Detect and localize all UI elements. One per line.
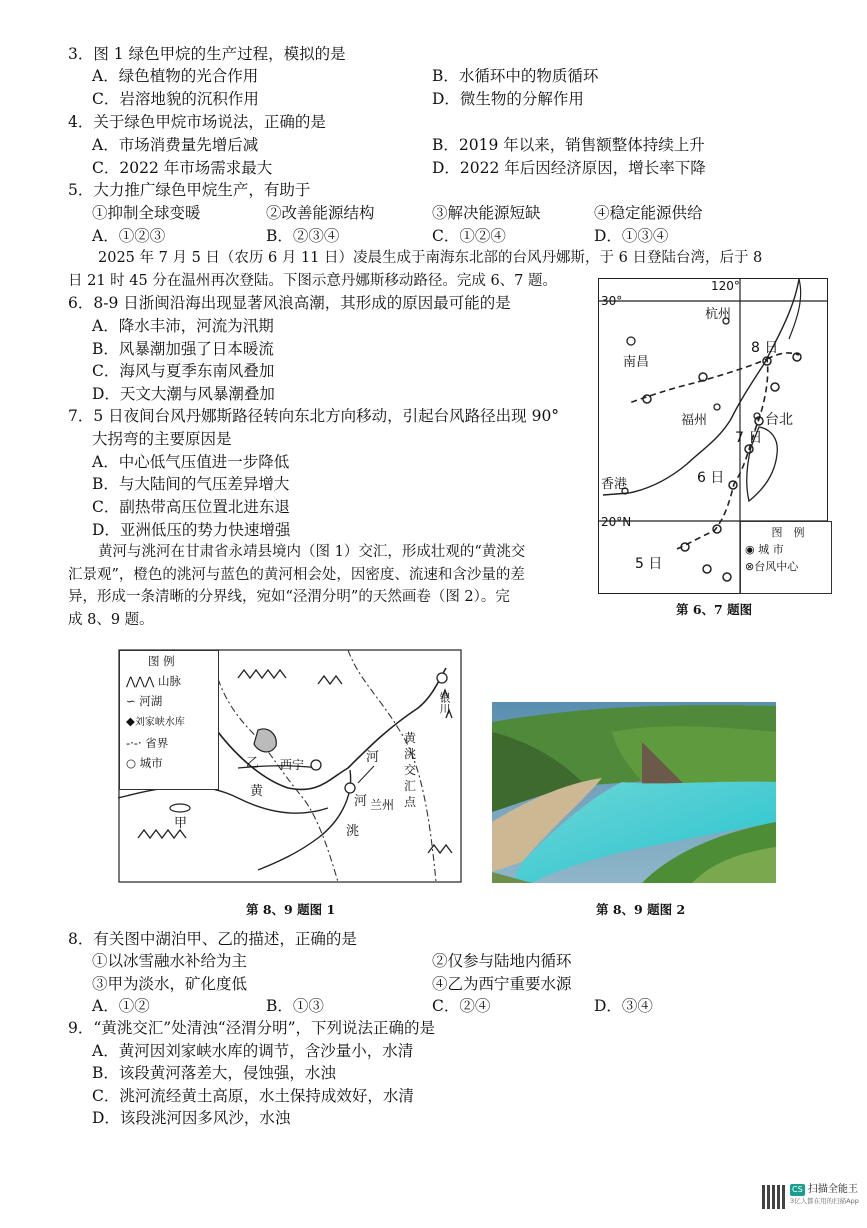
q3-option-a: A．绿色植物的光合作用	[92, 67, 259, 85]
river-icon: ∽	[126, 694, 140, 708]
q5-option-c: C．①②④	[432, 227, 506, 245]
city-yinchuan: 银川	[438, 692, 451, 714]
q3-stem: 3．图 1 绿色甲烷的生产过程，模拟的是	[68, 45, 346, 63]
q9-option-a: A．黄河因刘家峡水库的调节，含沙量小，水清	[92, 1042, 414, 1060]
scanner-name: 扫描全能王	[807, 1184, 858, 1195]
day-8-label: 8 日	[751, 340, 779, 356]
q7-option-c: C．副热带高压位置北进东退	[92, 498, 290, 516]
q8-option-a: A．①②	[92, 997, 150, 1015]
q7-stem-line2: 大拐弯的主要原因是	[92, 430, 232, 448]
q5-option-b: B．②③④	[266, 227, 340, 245]
scanner-subtitle: 3亿人都在用的扫描App	[790, 1197, 859, 1205]
q7-option-a: A．中心低气压值进一步降低	[92, 453, 290, 471]
mountain-icon: ⋀⋀⋀	[126, 674, 158, 688]
legend-city: 城 市	[758, 543, 784, 556]
q5-item-4: ④稳定能源供给	[594, 204, 703, 222]
q9-stem: 9．“黄洮交汇”处清浊“泾渭分明”，下列说法正确的是	[68, 1019, 436, 1037]
q8-option-d: D．③④	[594, 997, 653, 1015]
q5-item-1: ①抑制全球变暖	[92, 204, 201, 222]
city-nanchang: 南昌	[623, 355, 650, 370]
cs-logo-icon: CS	[792, 1185, 803, 1194]
legend-city: 城市	[139, 756, 163, 770]
q3-option-b: B．水循环中的物质循环	[432, 67, 599, 85]
q3-option-d: D．微生物的分解作用	[432, 90, 584, 108]
legend-river: 河湖	[139, 694, 163, 708]
q9-option-c: C．洮河流经黄土高原，水土保持成效好，水清	[92, 1087, 414, 1105]
typhoon-map-legend	[740, 521, 832, 594]
photo-caption: 第 8、9 题图 2	[596, 902, 686, 917]
scanner-badge	[790, 1184, 859, 1206]
river-huang-label: 黄	[250, 784, 264, 799]
reservoir-icon: ◆	[126, 714, 135, 728]
q4-option-a: A．市场消费量先增后减	[92, 136, 259, 154]
q5-option-a: A．①②③	[92, 227, 166, 245]
legend-city-row	[126, 753, 218, 773]
city-taibei: 台北	[765, 412, 793, 428]
river-map-caption: 第 8、9 题图 1	[246, 902, 336, 917]
river-confluence-map	[118, 648, 462, 884]
city-xining: 西宁	[280, 758, 305, 772]
legend-mountain-row	[126, 671, 218, 691]
q7-option-b: B．与大陆间的气压差异增大	[92, 475, 290, 493]
q8-option-c: C．②④	[432, 997, 491, 1015]
q7-stem-line1: 7．5 日夜间台风丹娜斯路径转向东北方向移动，引起台风路径出现 90°	[68, 407, 560, 425]
confluence-photo-image	[492, 702, 776, 883]
legend-typhoon-center: 台风中心	[754, 560, 799, 573]
city-icon: ○	[126, 756, 140, 770]
q4-stem: 4．关于绿色甲烷市场说法，正确的是	[68, 113, 326, 131]
city-marker-icon: ◉	[745, 543, 759, 556]
border-icon: -·-·	[126, 736, 146, 750]
q7-option-d: D．亚洲低压的势力快速增强	[92, 521, 291, 539]
q9-option-b: B．该段黄河落差大，侵蚀强，水浊	[92, 1064, 336, 1082]
latitude-20-label: 20°N	[601, 515, 632, 529]
lake-jia-label: 甲	[174, 816, 188, 831]
q6-option-c: C．海风与夏季东南风叠加	[92, 362, 275, 380]
river-tao-label: 洮	[346, 824, 360, 839]
intro67-line2: 日 21 时 45 分在温州再次登陆。下图示意丹娜斯移动路径。完成 6、7 题。	[68, 273, 558, 289]
city-lanzhou: 兰州	[370, 798, 395, 812]
river-map-legend	[119, 650, 219, 790]
q4-option-d: D．2022 年后因经济原因，增长率下降	[432, 159, 706, 177]
qr-code-icon	[762, 1185, 786, 1209]
q8-item-3: ③甲为淡水，矿化度低	[92, 975, 248, 993]
q8-item-4: ④乙为西宁重要水源	[432, 975, 572, 993]
q8-option-b: B．①③	[266, 997, 324, 1015]
river-he-label-2: 河	[354, 794, 368, 809]
q8-item-1: ①以冰雪融水补给为主	[92, 952, 248, 970]
q6-option-a: A．降水丰沛，河流为汛期	[92, 317, 274, 335]
day-7-label: 7 日	[735, 430, 763, 446]
legend-city-row	[745, 541, 831, 558]
lake-yi-label: 乙	[246, 756, 260, 771]
city-hangzhou: 杭州	[705, 307, 732, 322]
intro89-line2: 汇景观”，橙色的洮河与蓝色的黄河相会处，因密度、流速和含沙量的差	[68, 567, 525, 583]
q3-option-c: C．岩溶地貌的沉积作用	[92, 90, 259, 108]
q5-item-3: ③解决能源短缺	[432, 204, 541, 222]
q4-option-c: C．2022 年市场需求最大	[92, 159, 273, 177]
legend-reservoir: 刘家峡水库	[134, 717, 185, 728]
latitude-30-label: 30°	[601, 294, 623, 308]
intro89-line3: 异，形成一条清晰的分界线，宛如“泾渭分明”的天然画卷（图 2）。完	[68, 589, 510, 605]
q8-stem: 8．有关图中湖泊甲、乙的描述，正确的是	[68, 930, 357, 948]
legend-title: 图 例	[771, 526, 805, 539]
typhoon-icon: ⊗	[745, 560, 755, 573]
intro67-line1: 2025 年 7 月 5 日（农历 6 月 11 日）凌晨生成于南海东北部的台风丹娜斯，于 6 日登陆台湾，后于 8	[98, 250, 763, 266]
river-he-label-1: 河	[366, 750, 380, 765]
confluence-point-label: 黄洮交汇点	[404, 731, 417, 809]
q5-item-2: ②改善能源结构	[266, 204, 375, 222]
q4-option-b: B．2019 年以来，销售额整体持续上升	[432, 136, 705, 154]
q5-stem: 5．大力推广绿色甲烷生产，有助于	[68, 181, 311, 199]
q5-option-d: D．①③④	[594, 227, 669, 245]
city-fuzhou: 福州	[681, 413, 708, 428]
typhoon-path-map	[598, 278, 828, 594]
q6-option-d: D．天文大潮与风暴潮叠加	[92, 385, 275, 403]
intro89-line4: 成 8、9 题。	[68, 612, 154, 628]
river-legend-title: 图 例	[148, 654, 175, 668]
legend-mountain: 山脉	[157, 674, 181, 688]
q6-stem: 6．8-9 日浙闽沿海出现显著风浪高潮，其形成的原因最可能的是	[68, 294, 511, 312]
intro89-line1: 黄河与洮河在甘肃省永靖县境内（图 1）交汇，形成壮观的“黄洮交	[98, 544, 526, 560]
day-5-label: 5 日	[635, 556, 663, 572]
legend-reservoir-row	[126, 711, 218, 733]
city-xianggang: 香港	[601, 477, 628, 492]
longitude-label: 120°	[711, 279, 740, 293]
q6-option-b: B．风暴潮加强了日本暖流	[92, 340, 274, 358]
confluence-photo	[492, 702, 776, 883]
typhoon-map-caption: 第 6、7 题图	[676, 602, 753, 617]
legend-river-row	[126, 691, 218, 711]
q9-option-d: D．该段洮河因多风沙，水浊	[92, 1109, 291, 1127]
legend-border-row	[126, 733, 218, 753]
legend-center-row	[745, 558, 831, 575]
q8-item-2: ②仅参与陆地内循环	[432, 952, 572, 970]
day-6-label: 6 日	[697, 470, 725, 486]
legend-border: 省界	[145, 736, 169, 750]
